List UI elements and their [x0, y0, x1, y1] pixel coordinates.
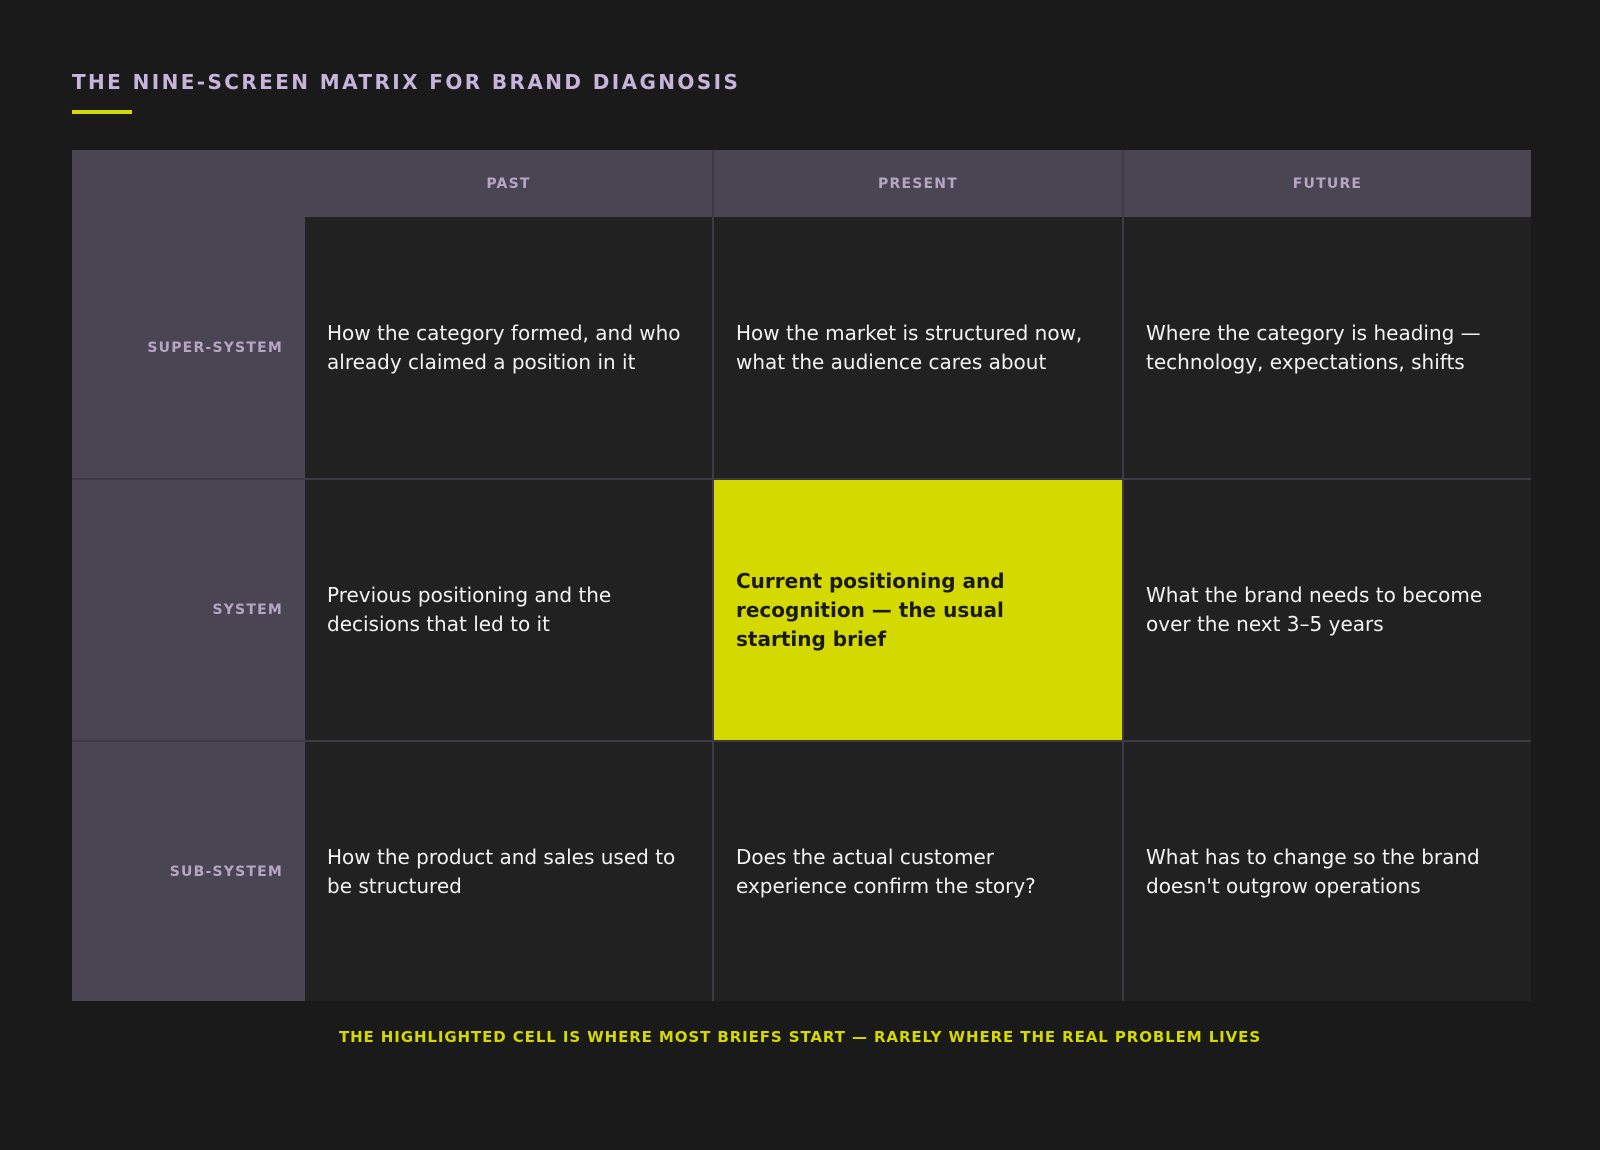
column-header-present: PRESENT — [714, 150, 1122, 217]
cell-system-future — [1124, 480, 1531, 740]
cell-system-present-highlighted — [714, 480, 1122, 740]
matrix-corner — [72, 150, 305, 217]
column-header-past: PAST — [305, 150, 712, 217]
cell-super-system-present — [714, 217, 1122, 478]
row-header-sub-system: SUB-SYSTEM — [72, 742, 305, 1001]
title-underline — [72, 110, 132, 114]
cell-text: Does the actual customer experience confirm the story? — [736, 844, 1036, 898]
cell-system-past — [305, 480, 712, 740]
column-header-future: FUTURE — [1124, 150, 1531, 217]
nine-screen-matrix — [72, 150, 1531, 1001]
row-header-super-system: SUPER-SYSTEM — [72, 217, 305, 478]
cell-text: How the category formed, and who already claimed a position in it — [327, 320, 681, 374]
cell-text: Previous positioning and the decisions that led to it — [327, 583, 612, 636]
cell-super-system-past — [305, 217, 712, 478]
page-title: THE NINE-SCREEN MATRIX FOR BRAND DIAGNOSIS — [72, 70, 741, 94]
cell-text: What has to change so the brand doesn't outgrow operations — [1146, 844, 1480, 898]
cell-text: Where the category is heading — technology, expectations, shifts — [1146, 320, 1481, 374]
cell-text: How the market is structured now, what the audience cares about — [736, 320, 1083, 374]
cell-sub-system-past — [305, 742, 712, 1001]
row-header-system: SYSTEM — [72, 480, 305, 740]
cell-sub-system-present — [714, 742, 1122, 1001]
footnote: THE HIGHLIGHTED CELL IS WHERE MOST BRIEFS START — RARELY WHERE THE REAL PROBLEM LIVES — [338, 1028, 1262, 1046]
cell-sub-system-future — [1124, 742, 1531, 1001]
cell-text: Current positioning and recognition — the usual starting brief — [736, 568, 1005, 651]
cell-text: How the product and sales used to be structured — [327, 844, 676, 898]
cell-super-system-future — [1124, 217, 1531, 478]
cell-text: What the brand needs to become over the next 3–5 years — [1146, 583, 1483, 636]
